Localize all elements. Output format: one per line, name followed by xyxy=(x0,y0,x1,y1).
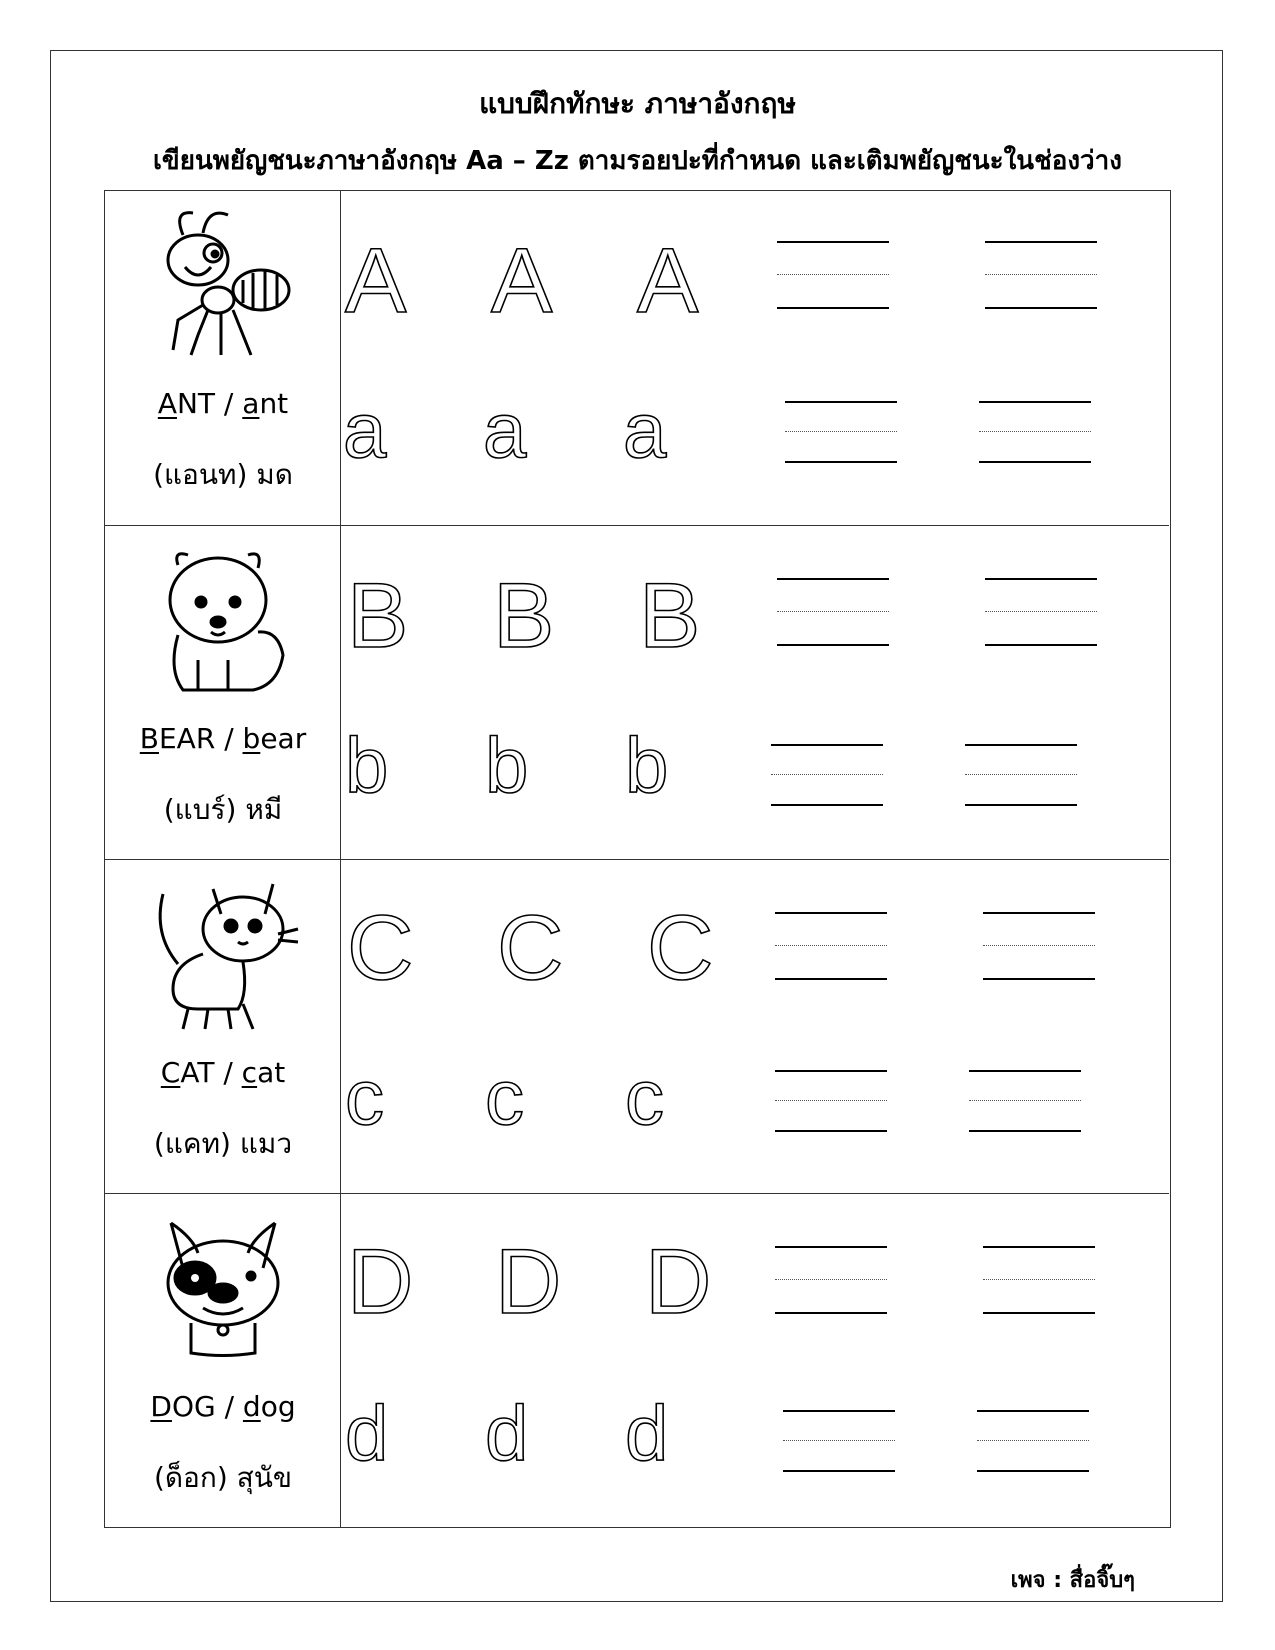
cat-icon xyxy=(143,874,303,1034)
trace-lowercase: d xyxy=(625,1389,669,1477)
animal-cell xyxy=(105,1194,341,1528)
animal-word: ANT / ant xyxy=(157,387,289,420)
trace-uppercase: C xyxy=(347,897,414,999)
worksheet-instructions: เขียนพยัญชนะภาษาอังกฤษ Aa – Zz ตามรอยปะที่กำหนด และเติมพยัญชนะในช่องว่าง xyxy=(153,146,1122,176)
trace-uppercase: B xyxy=(347,565,409,667)
trace-lowercase: c xyxy=(345,1053,384,1141)
row-dog xyxy=(105,1193,1169,1528)
trace-lowercase: c xyxy=(485,1053,524,1141)
row-cat xyxy=(105,859,1169,1194)
tracing-grid xyxy=(104,190,1171,1528)
dog-icon xyxy=(143,1208,303,1368)
row-ant xyxy=(105,191,1169,525)
row-bear xyxy=(105,525,1169,860)
trace-uppercase: C xyxy=(497,897,564,999)
animal-thai-meaning: (ด็อก) สุนัข xyxy=(153,1461,293,1494)
trace-uppercase: D xyxy=(645,1231,712,1333)
trace-lowercase: d xyxy=(485,1389,529,1477)
trace-lowercase: d xyxy=(345,1389,389,1477)
trace-uppercase: A xyxy=(637,230,699,332)
ant-icon xyxy=(143,205,303,365)
animal-cell xyxy=(105,191,341,525)
trace-uppercase: B xyxy=(639,565,701,667)
animal-thai-meaning: (แคท) แมว xyxy=(153,1127,293,1160)
trace-lowercase: c xyxy=(625,1053,664,1141)
trace-lowercase: b xyxy=(625,721,669,809)
trace-lowercase: a xyxy=(343,386,387,474)
trace-uppercase: B xyxy=(493,565,555,667)
animal-word: BEAR / bear xyxy=(139,722,307,755)
trace-uppercase: D xyxy=(347,1231,414,1333)
trace-lowercase: b xyxy=(345,721,389,809)
page-credit: เพจ : สื่อจิ๊บๆ xyxy=(1010,1568,1135,1593)
trace-uppercase: C xyxy=(647,897,714,999)
trace-uppercase: D xyxy=(495,1231,562,1333)
animal-word: DOG / dog xyxy=(150,1390,296,1423)
trace-lowercase: a xyxy=(623,386,667,474)
worksheet-title: แบบฝึกทักษะ ภาษาอังกฤษ xyxy=(479,87,796,120)
bear-icon xyxy=(143,540,303,700)
trace-uppercase: A xyxy=(491,230,553,332)
animal-thai-meaning: (แอนท) มด xyxy=(153,458,293,491)
animal-cell xyxy=(105,526,341,860)
animal-thai-meaning: (แบร์) หมี xyxy=(163,793,283,826)
trace-lowercase: b xyxy=(485,721,529,809)
animal-word: CAT / cat xyxy=(160,1056,286,1089)
animal-cell xyxy=(105,860,341,1194)
trace-lowercase: a xyxy=(483,386,527,474)
trace-uppercase: A xyxy=(345,230,407,332)
